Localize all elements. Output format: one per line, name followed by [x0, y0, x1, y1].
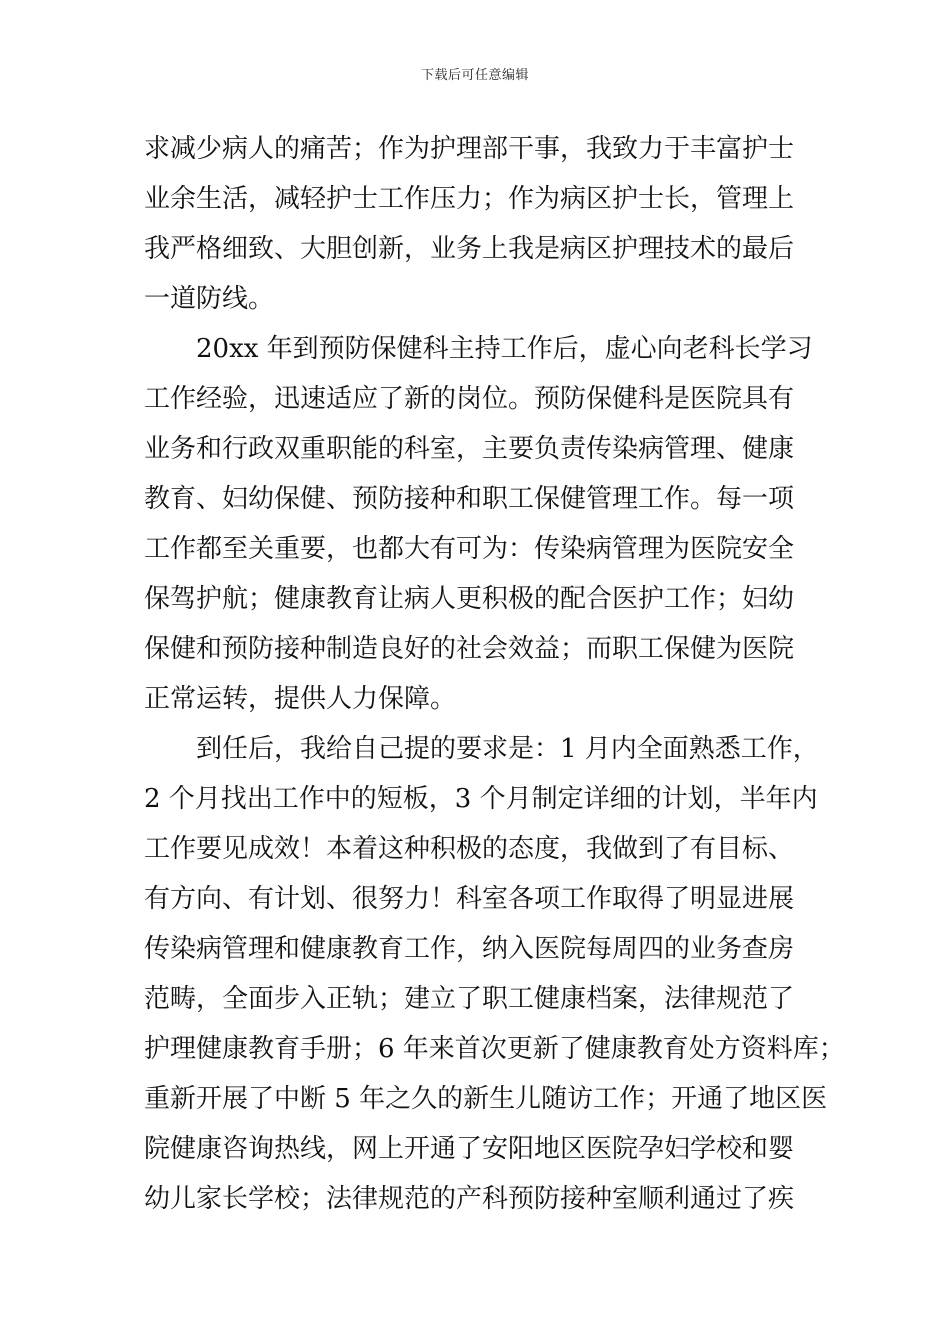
text-line: 一道防线。	[144, 284, 275, 314]
text-line: 工作都至关重要，也都大有可为：传染病管理为医院安全	[144, 534, 795, 564]
text-line: 工作要见成效！本着这种积极的态度，我做到了有目标、	[144, 834, 795, 864]
text-line: 业余生活，减轻护士工作压力；作为病区护士长，管理上	[144, 184, 795, 214]
text-line: 正常运转，提供人力保障。	[144, 684, 457, 714]
text-line: 护理健康教育手册；6 年来首次更新了健康教育处方资料库；	[144, 1034, 845, 1064]
text-line: 工作经验，迅速适应了新的岗位。预防保健科是医院具有	[144, 384, 795, 414]
page-header: 下载后可任意编辑	[420, 68, 529, 83]
text-line: 到任后，我给自己提的要求是：1 月内全面熟悉工作，	[196, 734, 819, 764]
text-line: 有方向、有计划、很努力！科室各项工作取得了明显进展	[144, 884, 795, 914]
text-line: 20xx 年到预防保健科主持工作后，虚心向老科长学习	[196, 334, 813, 364]
text-line: 重新开展了中断 5 年之久的新生儿随访工作；开通了地区医	[144, 1084, 828, 1114]
text-line: 保健和预防接种制造良好的社会效益；而职工保健为医院	[144, 634, 795, 664]
text-line: 教育、妇幼保健、预防接种和职工保健管理工作。每一项	[144, 484, 795, 514]
text-line: 范畴，全面步入正轨；建立了职工健康档案，法律规范了	[144, 984, 795, 1014]
text-line: 保驾护航；健康教育让病人更积极的配合医护工作；妇幼	[144, 584, 795, 614]
text-line: 求减少病人的痛苦；作为护理部干事，我致力于丰富护士	[144, 134, 795, 164]
text-line: 幼儿家长学校；法律规范的产科预防接种室顺利通过了疾	[144, 1184, 795, 1214]
text-line: 传染病管理和健康教育工作，纳入医院每周四的业务查房	[144, 934, 795, 964]
text-line: 我严格细致、大胆创新，业务上我是病区护理技术的最后	[144, 234, 795, 264]
text-line: 2 个月找出工作中的短板，3 个月制定详细的计划，半年内	[144, 784, 818, 814]
text-line: 院健康咨询热线，网上开通了安阳地区医院孕妇学校和婴	[144, 1134, 795, 1164]
text-line: 业务和行政双重职能的科室，主要负责传染病管理、健康	[144, 434, 795, 464]
